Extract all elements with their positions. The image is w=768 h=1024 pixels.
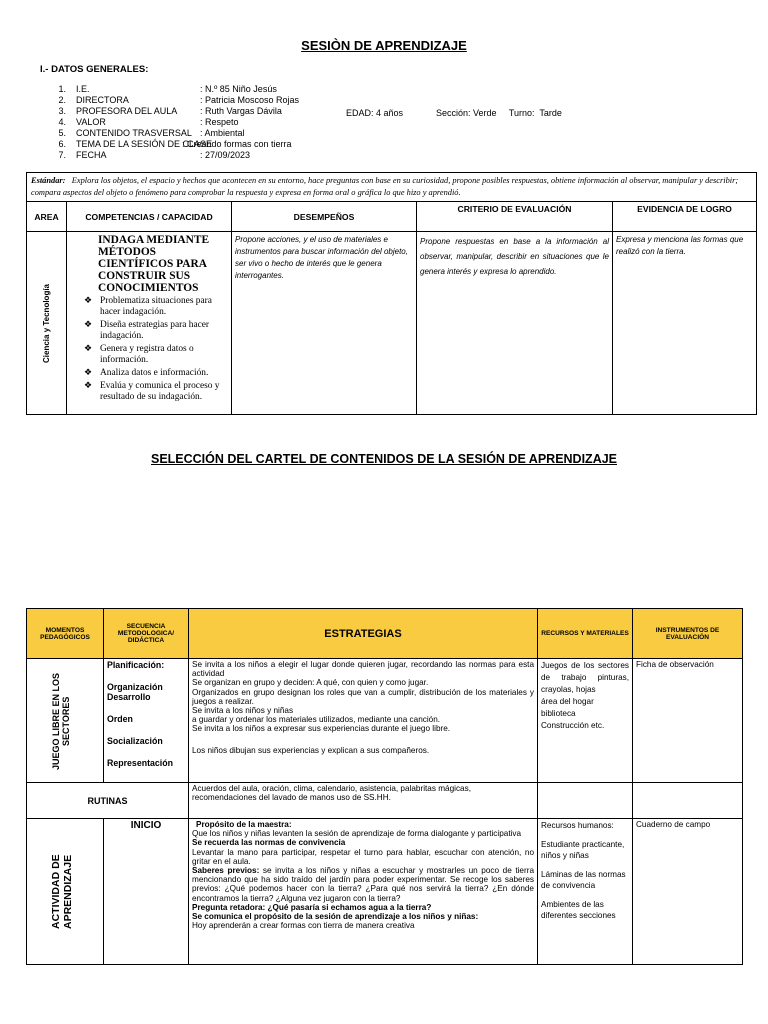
header-estrategias: ESTRATEGIAS <box>189 609 538 659</box>
estrategias-table <box>26 608 743 965</box>
seccion-turno-text: Sección: Verde Turno: Tarde <box>436 108 562 118</box>
evidencia-cell: Expresa y menciona las formas que realizó con la tierra. <box>613 232 757 415</box>
rutinas-label: RUTINAS <box>27 783 189 819</box>
recursos-juego: Juegos de los sectores de trabajo pinturas, crayolas, hojas área del hogar biblioteca Construcción etc. <box>538 659 633 783</box>
estrategias-inicio: Propósito de la maestra: Que los niños y niñas levanten la sesión de aprendizaje de forma dialogante y participativa Se recuerda las normas de convivencia Levantar la mano para participar, respetar el turno para hablar, escuchar con atención, no gritar en el aula. Saberes previos: se invita a los niños y niñas a escuchar y mostrarles un poco de tierra mencionando que ha sido traído del jardín para poder experimentar. Se recoge los saberes previos: ¿Qué podemos hacer con la tierra? ¿Para qué nos servirá la tierra? ¿En dónde encontramos la tierra? ¿Alguna vez jugaron con la tierra? Pregunta retadora: ¿Qué pasaría si echamos agua a la tierra? Se comunica el propósito de la sesión de aprendizaje a los niños y niñas: Hoy aprenderán a crear formas con tierra de manera creativa <box>189 819 538 965</box>
capacidades-list <box>70 296 228 403</box>
momento-actividad: ACTIVIDAD DE APRENDIZAJE <box>50 854 74 929</box>
cartel-subtitle: SELECCIÓN DEL CARTEL DE CONTENIDOS DE LA SESIÓN DE APRENDIZAJE <box>150 452 618 466</box>
header-instrumentos: INSTRUMENTOS DE EVALUACIÓN <box>633 609 743 659</box>
capacidad-item: ❖ Diseña estrategias para hacer indagación. <box>86 320 228 342</box>
competencia-cell <box>67 232 232 415</box>
estrategias-juego: Se invita a los niños a elegir el lugar donde quieren jugar, recordando las normas para esta actividad Se organizan en grupo y deciden: A qué, con quien y como jugar. Organizados en grupo designan los roles que van a cumplir, distribución de los materiales y juegos a realizar. Se invita a los niños y niñas a guardar y ordenar los materiales utilizados, mediante una canción. Se invita a los niños a expresar sus experiencias durante el juego libre. Los niños dibujan sus experiencias y explican a sus compañeros. <box>189 659 538 783</box>
header-evidencia: EVIDENCIA DE LOGRO <box>613 202 757 232</box>
capacidad-item: ❖ Genera y registra datos o información. <box>86 344 228 366</box>
area-label: Ciencia y Tecnología <box>42 283 51 363</box>
edad-text: EDAD: 4 años <box>346 108 404 118</box>
header-momentos: MOMENTOS PEDAGÓGICOS <box>27 609 104 659</box>
header-desempenos: DESEMPEÑOS <box>232 202 417 232</box>
desempeno-cell: Propone acciones, y el uso de materiales e instrumentos para buscar información del objeto, ser vivo o hecho de interés que le genera interrogantes. <box>232 232 417 415</box>
capacidad-item: ❖ Analiza datos e información. <box>86 368 228 379</box>
secuencia-inicio: INICIO <box>130 820 162 831</box>
document-title: SESIÒN DE APRENDIZAJE <box>301 38 467 53</box>
estandar-cell: Estándar: Explora los objetos, el espacio y hechos que acontecen en su entorno, hace preguntas con base en su curiosidad, propone posibles respuestas, obtiene información al observar, manipular y describir; compara aspectos del objeto o fenómeno para comprobar la respuesta y expresa en forma oral o gráfica lo que hizo y aprendió. <box>27 173 757 202</box>
criterio-cell: Propone respuestas en base a la información al observar, manipular, describir en situaciones que le genera interés y expresa lo aprendido. <box>417 232 613 415</box>
header-competencias: COMPETENCIAS / CAPACIDAD <box>67 202 232 232</box>
momento-juego-libre: JUEGO LIBRE EN LOS SECTORES <box>51 672 71 770</box>
header-recursos: RECURSOS Y MATERIALES <box>538 609 633 659</box>
instrumento-inicio: Cuaderno de campo <box>633 819 743 965</box>
competencia-title: INDAGA MEDIANTE MÉTODOS CIENTÍFICOS PARA CONSTRUIR SUS CONOCIMIENTOS <box>98 234 210 294</box>
header-criterio: CRITERIO DE EVALUACIÓN <box>417 202 613 232</box>
recursos-inicio: Recursos humanos: Estudiante practicante, niños y niñas Láminas de las normas de convivencia Ambientes de las diferentes secciones <box>538 819 633 965</box>
secuencia-juego: Planificación: Organización Desarrollo Orden Socialización Representación <box>104 659 189 783</box>
instrumento-juego: Ficha de observación <box>633 659 743 783</box>
capacidad-item: ❖ Evalúa y comunica el proceso y resultado de su indagación. <box>86 381 228 403</box>
rutinas-text: Acuerdos del aula, oración, clima, calendario, asistencia, palabritas mágicas, recomendaciones del lavado de manos uso de SS.HH. <box>189 783 538 819</box>
datos-generales-heading: I.- DATOS GENERALES: <box>40 64 149 75</box>
header-secuencia: SECUENCIA METODOLOGICA/ DIDÁCTICA <box>104 609 189 659</box>
competencias-table <box>26 172 757 415</box>
capacidad-item: ❖ Problematiza situaciones para hacer indagación. <box>86 296 228 318</box>
header-area: AREA <box>27 202 67 232</box>
